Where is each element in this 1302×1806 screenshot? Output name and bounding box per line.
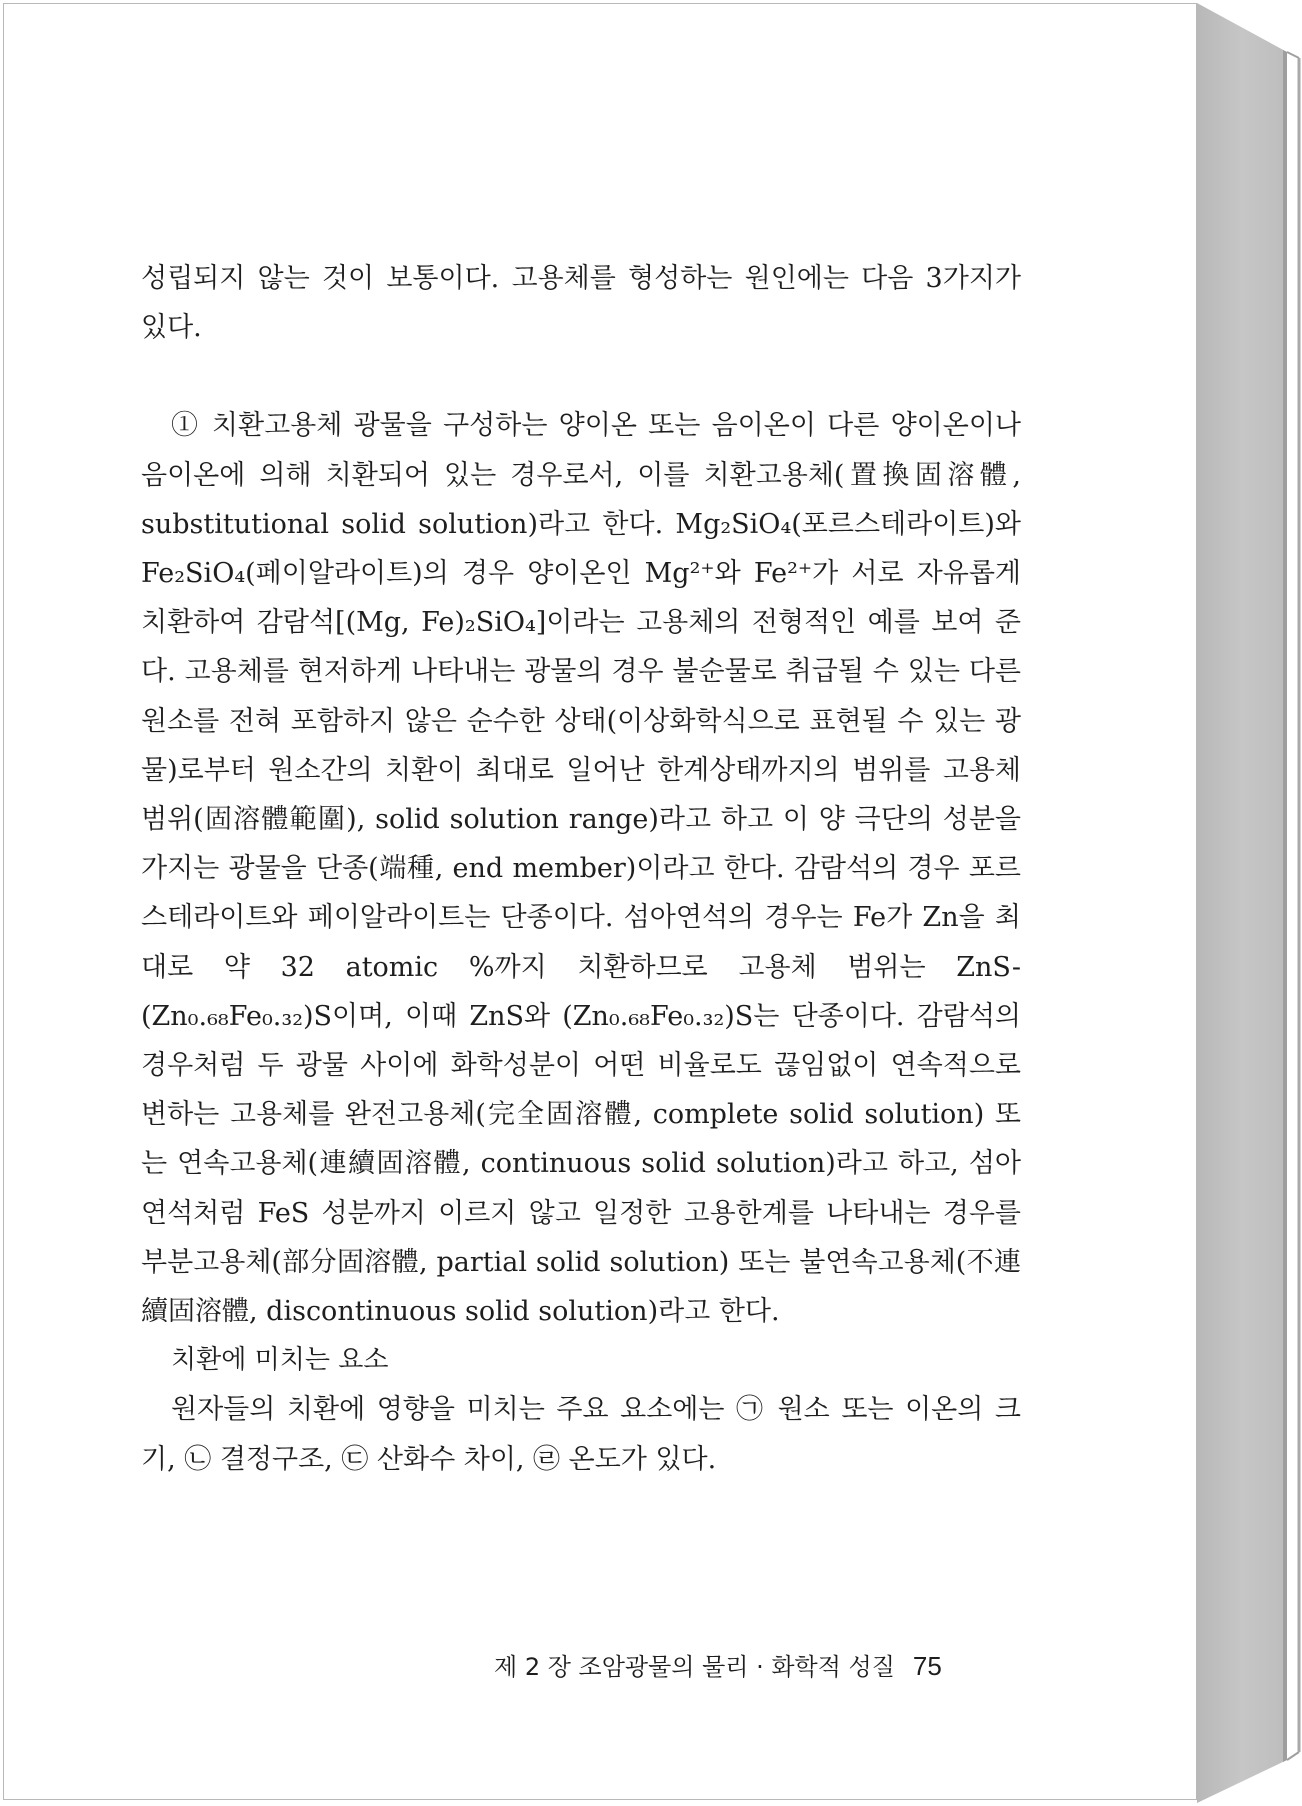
intro-paragraph: 성립되지 않는 것이 보통이다. 고용체를 형성하는 원인에는 다음 3가지가 있다.: [141, 263, 1021, 344]
section-heading: 치환에 미치는 요소: [171, 1345, 389, 1376]
page-footer: [494, 1647, 942, 1682]
substitution-paragraph: ① 치환고용체 광물을 구성하는 양이온 또는 음이온이 다른 양이온이나 음이온에 의해 치환되어 있는 경우로서, 이를 치환고용체(置換固溶體, substitutional solid solution)라고 한다. Mg₂SiO₄(포르스테라이트)와 Fe₂SiO₄(페이알라이트)의 경우 양이온인 Mg²⁺와 Fe²⁺가 서로 자유롭게 치환하여 감람석[(Mg, Fe)₂SiO₄]이라는 고용체의 전형적인 예를 보여 준다. 고용체를 현저하게 나타내는 광물의 경우 불순물로 취급될 수 있는 다른 원소를 전혀 포함하지 않은 순수한 상태(이상화학식으로 표현될 수 있는 광물)로부터 원소간의 치환이 최대로 일어난 한계상태까지의 범위를 고용체 범위(固溶體範圍), solid solution range)라고 하고 이 양 극단의 성분을 가지는 광물을 단종(端種, end member)이라고 한다. 감람석의 경우 포르스테라이트와 페이알라이트는 단종이다. 섬아연석의 경우는 Fe가 Zn을 최대로 약 32 atomic %까지 치환하므로 고용체 범위는 ZnS- (Zn₀.₆₈Fe₀.₃₂)S이며, 이때 ZnS와 (Zn₀.₆₈Fe₀.₃₂)S는 단종이다. 감람석의 경우처럼 두 광물 사이에 화학성분이 어떤 비율로도 끊임없이 연속적으로 변하는 고용체를 완전고용체(完全固溶體, complete solid solution) 또는 연속고용체(連續固溶體, continuous solid solution)라고 하고, 섬아연석처럼 FeS 성분까지 이르지 않고 일정한 고용한계를 나타내는 경우를 부분고용체(部分固溶體, partial solid solution) 또는 불연속고용체(不連續固溶體, discontinuous solid solution)라고 한다.: [141, 410, 1021, 1328]
page-body: [141, 254, 1021, 1484]
chapter-title: 제 2 장 조암광물의 물리 · 화학적 성질: [494, 1653, 895, 1681]
closing-paragraph: 원자들의 치환에 영향을 미치는 주요 요소에는 ㉠ 원소 또는 이온의 크기, ㉡ 결정구조, ㉢ 산화수 차이, ㉣ 온도가 있다.: [141, 1394, 1021, 1475]
page-number: 75: [912, 1651, 942, 1681]
